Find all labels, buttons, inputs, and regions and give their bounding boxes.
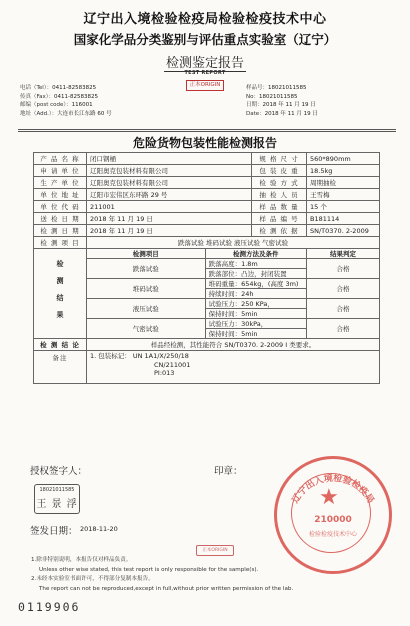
unit-code: 211001 — [87, 201, 252, 213]
report-title: 危险货物包装性能检测报告 — [132, 136, 277, 150]
sign-date: 2018-11-20 — [80, 525, 118, 533]
table-row: 液压试验 试验压力：250 KPa， 合格 — [34, 299, 380, 309]
table-row: 保持时间：5min — [34, 309, 380, 319]
header-doc-type: 检测鉴定报告 — [165, 56, 244, 71]
test-items: 跌落试验 堆码试验 液压试验 气密试验 — [87, 237, 380, 249]
svg-text:辽宁出入境检验检疫局: 辽宁出入境检验检疫局 — [290, 473, 376, 506]
sampler: 王雪梅 — [307, 189, 380, 201]
sign-date-label: 签发日期： — [30, 526, 78, 537]
seal-sub: 检验检疫技术中心 — [308, 531, 357, 538]
result-drop: 合格 — [307, 259, 380, 279]
signer-name: 王 景 浮 — [36, 499, 78, 510]
table-row: 保持时间：5min — [34, 329, 380, 339]
table-row: 检 测 日 期 2018 年 11 月 19 日 检 测 依 据 SN/T0370. 2-2009 — [34, 225, 380, 237]
table-row: 送 检 日 期 2018 年 11 月 19 日 样 品 编 号 B181114 — [34, 213, 380, 225]
producer: 辽阳奥克包装材料有限公司 — [87, 177, 252, 189]
test-basis: SN/T0370. 2-2009 — [307, 225, 380, 237]
header-divider-2 — [18, 131, 396, 132]
contact-right: 样品号：18021011585 No：18021011585 日期：2018 年 11 月 19 日 Date：2018 年 11 月 19 日 — [246, 85, 318, 117]
table-row: 单 位 地 址 辽阳市宏伟区东环路 29 号 抽 检 人 员 王雪梅 — [34, 189, 380, 201]
table-row: 跌落试验 跌落高度：1.8m 合格 — [34, 259, 380, 269]
result-hydraulic: 合格 — [307, 299, 380, 319]
header-laboratory: 国家化学品分类鉴别与评估重点实验室（辽宁） — [73, 32, 337, 47]
table-row: 堆码试验 堆码重量：654kg，(高度 3m) 合格 — [34, 279, 380, 289]
spec-size: 560*890mm — [307, 153, 380, 165]
remark-text: 1. 包装标记： UN 1A1/X/250/18 CN/211001 PI:013 — [87, 351, 380, 384]
table-row: 检 测 项 目 跌落试验 堆码试验 液压试验 气密试验 — [34, 237, 380, 249]
seal-label: 印章： — [214, 466, 243, 477]
product-name: 闭口钢桶 — [87, 153, 252, 165]
signer-stamp: 18021011585 王 景 浮 — [34, 484, 80, 514]
sample-quantity: 15 个 — [307, 201, 380, 213]
header-divider — [18, 129, 396, 130]
results-header-row: 检测结果 检测项目 检测方法及条件 结果判定 — [34, 249, 380, 259]
applicant: 辽阳奥克包装材料有限公司 — [87, 165, 252, 177]
conclusion-text: 样品经检测，其性能符合 SN/T0370. 2-2009 I 类要求。 — [87, 339, 380, 351]
send-date: 2018 年 11 月 19 日 — [87, 213, 252, 225]
header-institution: 辽宁出入境检验检疫局检验检疫技术中心 — [83, 12, 327, 27]
table-row: 申 请 单 位 辽阳奥克包装材料有限公司 包 装 皮 重 18.5kg — [34, 165, 380, 177]
results-side-label: 检测结果 — [34, 249, 87, 339]
table-row: 跌落部位：凸边，封闭装置 — [34, 269, 380, 279]
tare-weight: 18.5kg — [307, 165, 380, 177]
test-date: 2018 年 11 月 19 日 — [87, 225, 252, 237]
conclusion-row: 检 测 结 论 样品经检测，其性能符合 SN/T0370. 2-2009 I 类要求。 — [34, 339, 380, 351]
table-row: 产 品 名 称 闭口钢桶 规 格 尺 寸 560*890mm — [34, 153, 380, 165]
authorized-signer-label: 授权签字人： — [30, 466, 88, 477]
seal-code: 210000 — [314, 515, 352, 525]
result-stack: 合格 — [307, 279, 380, 299]
report-notes: 1.除非特别说明，本报告仅对样品负责。 Unless other wise stated, this test report is only responsible for the sample(s). 2.未经本实验室书面许可，不得部分复制本报告。 The report can not be reproduced,except in full,without prior written permission of the lab. — [31, 557, 294, 592]
result-airtight: 合格 — [307, 319, 380, 339]
table-row: 持续时间：24h — [34, 289, 380, 299]
table-row: 单 位 代 码 211001 样 品 数 量 15 个 — [34, 201, 380, 213]
star-icon: ★ — [319, 485, 339, 510]
test-report-label: TEST REPORT — [184, 70, 226, 76]
table-row: 生 产 单 位 辽阳奥克包装材料有限公司 检 验 方 式 周期抽检 — [34, 177, 380, 189]
sample-number: B181114 — [307, 213, 380, 225]
remark-row: 备注 1. 包装标记： UN 1A1/X/250/18 CN/211001 PI:013 — [34, 351, 380, 384]
inspection-method: 周期抽检 — [307, 177, 380, 189]
serial-number: 0119906 — [18, 600, 81, 614]
contact-left: 电话（Tel）：0411-82583825 传真（Fax）：0411-82583825 邮编（post code）：116001 地址（Add.）：大连市长江东路 60 号 — [20, 85, 112, 117]
report-table — [33, 152, 380, 384]
address: 辽阳市宏伟区东环路 29 号 — [87, 189, 252, 201]
original-stamp-small: 正本ORIGIN — [196, 545, 234, 556]
table-row: 气密试验 试验压力：30kPa， 合格 — [34, 319, 380, 329]
original-stamp: 正本ORIGIN — [186, 80, 224, 91]
